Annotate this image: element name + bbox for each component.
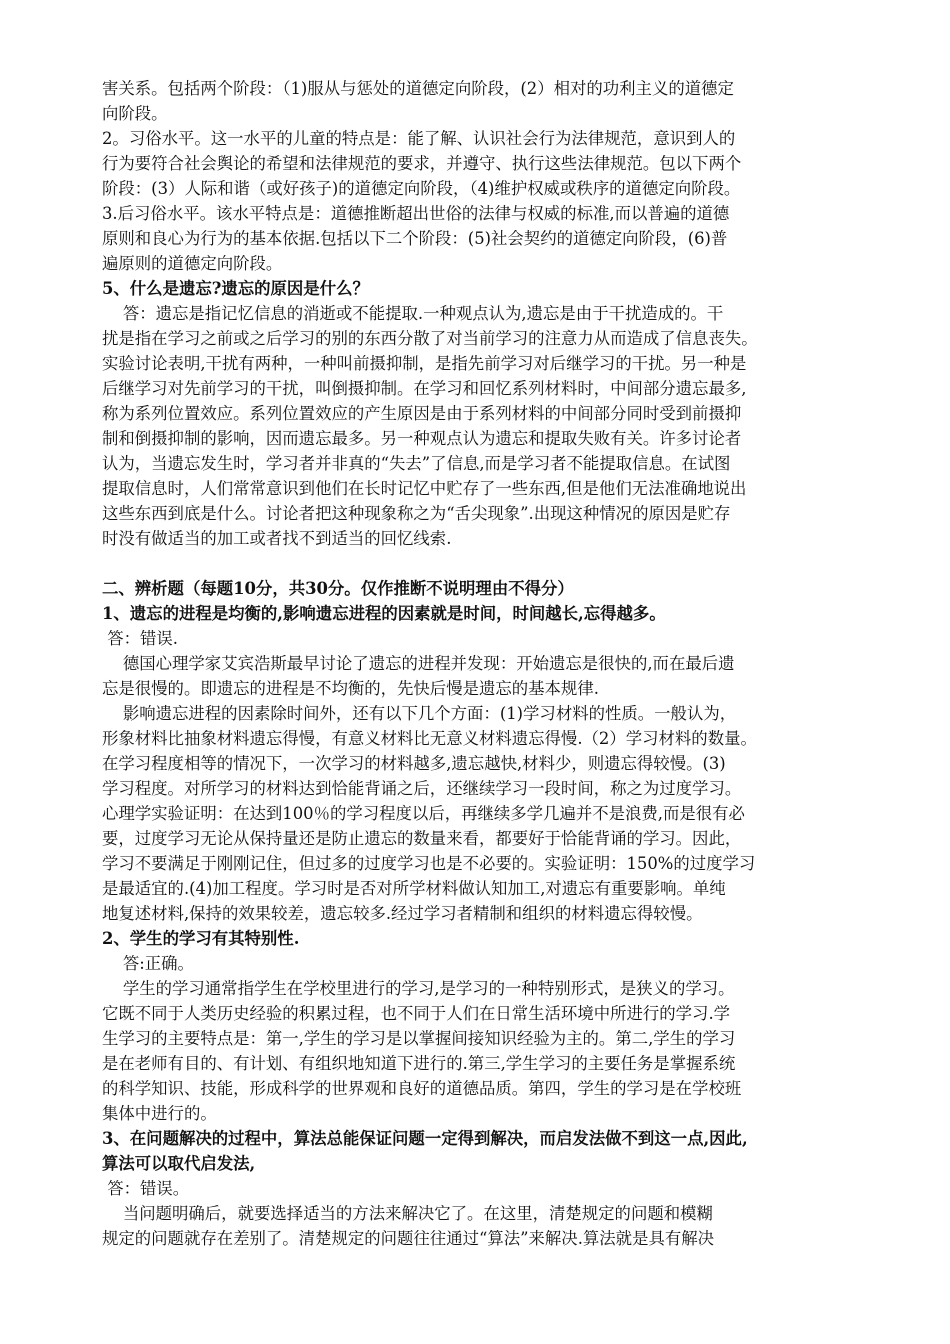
paragraph-line: 德国心理学家艾宾浩斯最早讨论了遗忘的进程并发现：开始遗忘是很快的,而在最后遗 xyxy=(102,654,735,673)
paragraph-line: 影响遗忘进程的因素除时间外，还有以下几个方面：(1)学习材料的性质。一般认为， xyxy=(102,704,737,723)
paragraph-line: 要，过度学习无论从保持量还是防止遗忘的数量来看，都要好于恰能背诵的学习。因此， xyxy=(102,829,742,848)
paragraph-line: 原则和良心为行为的基本依据.包括以下二个阶段：(5)社会契约的道德定向阶段，(6)普 xyxy=(102,229,728,248)
paragraph-line: 它既不同于人类历史经验的积累过程，也不同于人们在日常生活环境中所进行的学习.学 xyxy=(102,1004,731,1023)
paragraph-line: 学习程度。对所学习的材料达到恰能背诵之后，还继续学习一段时间，称之为过度学习。 xyxy=(102,779,742,798)
paragraph-line: 在学习程度相等的情况下，一次学习的材料越多,遗忘越快,材料少，则遗忘得较慢。(3) xyxy=(102,754,726,773)
paragraph-line: 忘是很慢的。即遗忘的进程是不均衡的，先快后慢是遗忘的基本规律. xyxy=(102,679,599,698)
question-heading: 5、什么是遗忘?遗忘的原因是什么？ xyxy=(102,279,369,298)
paragraph-line: 地复述材料,保持的效果较差，遗忘较多.经过学习者精制和组织的材料遗忘得较慢。 xyxy=(102,904,703,923)
paragraph-line: 向阶段。 xyxy=(102,104,168,123)
section-heading: 二、辨析题（每题10分，共30分。仅作推断不说明理由不得分） xyxy=(102,579,574,598)
paragraph-line: 扰是指在学习之前或之后学习的别的东西分散了对当前学习的注意力从而造成了信息丧失。 xyxy=(102,329,758,348)
paragraph-line: 害关系。包括两个阶段：（1)服从与惩处的道德定向阶段，(2）相对的功利主义的道德定 xyxy=(102,79,734,98)
paragraph-line: 学习不要满足于刚刚记住，但过多的过度学习也是不必要的。实验证明：150%的过度学习 xyxy=(102,854,756,873)
paragraph-line: 心理学实验证明：在达到100％的学习程度以后，再继续多学几遍并不是浪费,而是很有必 xyxy=(102,804,745,823)
answer-label: 答：错误。 xyxy=(102,1179,190,1198)
paragraph-line: 行为要符合社会舆论的希望和法律规范的要求，并遵守、执行这些法律规范。包以下两个 xyxy=(102,154,742,173)
paragraph-line: 后继学习对先前学习的干扰，叫倒摄抑制。在学习和回忆系列材料时，中间部分遗忘最多, xyxy=(102,379,747,398)
paragraph-line: 提取信息时，人们常常意识到他们在长时记忆中贮存了一些东西,但是他们无法准确地说出 xyxy=(102,479,747,498)
paragraph-line: 3.后习俗水平。该水平特点是：道德推断超出世俗的法律与权威的标准,而以普遍的道德 xyxy=(102,204,730,223)
paragraph-line: 是最适宜的.(4)加工程度。学习时是否对所学材料做认知加工,对遗忘有重要影响。单纯 xyxy=(102,879,726,898)
paragraph-line: 称为系列位置效应。系列位置效应的产生原因是由于系列材料的中间部分同时受到前摄抑 xyxy=(102,404,742,423)
question-heading: 算法可以取代启发法, xyxy=(102,1154,256,1173)
paragraph-line: 这些东西到底是什么。讨论者把这种现象称之为“舌尖现象”.出现这种情况的原因是贮存 xyxy=(102,504,731,523)
paragraph-line: 制和倒摄抑制的影响，因而遗忘最多。另一种观点认为遗忘和提取失败有关。许多讨论者 xyxy=(102,429,742,448)
paragraph-line: 学生的学习通常指学生在学校里进行的学习,是学习的一种特别形式，是狭义的学习。 xyxy=(102,979,735,998)
paragraph-line: 实验讨论表明,干扰有两种，一种叫前摄抑制，是指先前学习对后继学习的干扰。另一种是 xyxy=(102,354,747,373)
paragraph-line: 2。习俗水平。这一水平的儿童的特点是：能了解、认识社会行为法律规范，意识到人的 xyxy=(102,129,736,148)
paragraph-line: 形象材料比抽象材料遗忘得慢，有意义材料比无意义材料遗忘得慢.（2）学习材料的数量。 xyxy=(102,729,757,748)
paragraph-line: 是在老师有目的、有计划、有组织地知道下进行的.第三,学生学习的主要任务是掌握系统 xyxy=(102,1054,736,1073)
paragraph-line: 规定的问题就存在差别了。清楚规定的问题往往通过“算法”来解决.算法就是具有解决 xyxy=(102,1229,715,1248)
answer-label: 答:正确。 xyxy=(102,954,194,973)
paragraph-line: 认为，当遗忘发生时，学习者并非真的“失去”了信息,而是学习者不能提取信息。在试图 xyxy=(102,454,731,473)
paragraph-line: 生学习的主要特点是：第一,学生的学习是以掌握间接知识经验为主的。第二,学生的学习 xyxy=(102,1029,736,1048)
question-heading: 3、在问题解决的过程中，算法总能保证问题一定得到解决，而启发法做不到这一点,因此, xyxy=(102,1129,748,1148)
paragraph-line: 集体中进行的。 xyxy=(102,1104,217,1123)
paragraph-line: 答：遗忘是指记忆信息的消逝或不能提取.一种观点认为,遗忘是由于干扰造成的。干 xyxy=(102,304,724,323)
question-heading: 2、学生的学习有其特别性. xyxy=(102,929,300,948)
paragraph-line: 遍原则的道德定向阶段。 xyxy=(102,254,283,273)
question-heading: 1、遗忘的进程是均衡的,影响遗忘进程的因素就是时间，时间越长,忘得越多。 xyxy=(102,604,666,623)
paragraph-line: 的科学知识、技能，形成科学的世界观和良好的道德品质。第四，学生的学习是在学校班 xyxy=(102,1079,742,1098)
paragraph-line: 当问题明确后，就要选择适当的方法来解决它了。在这里，清楚规定的问题和模糊 xyxy=(102,1204,713,1223)
answer-label: 答：错误. xyxy=(102,629,178,648)
paragraph-line: 阶段：(3）人际和谐（或好孩子)的道德定向阶段，（4)维护权威或秩序的道德定向阶段。 xyxy=(102,179,741,198)
paragraph-line: 时没有做适当的加工或者找不到适当的回忆线索. xyxy=(102,529,452,548)
